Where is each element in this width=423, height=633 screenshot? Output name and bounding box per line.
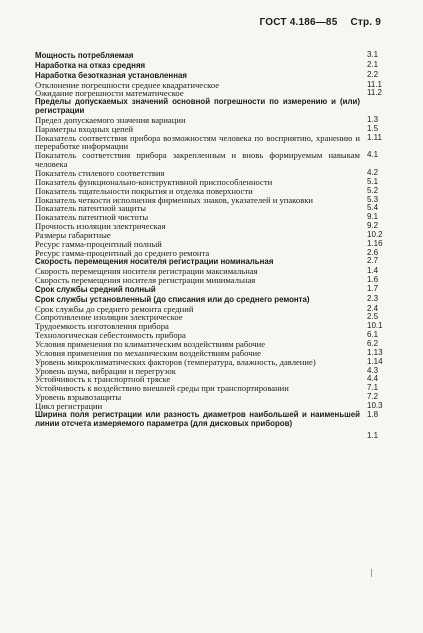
entry-title: Наработка на отказ средняя xyxy=(35,60,146,70)
entry-title: Показатель стилевого соответствия xyxy=(35,167,165,178)
margin-mark xyxy=(371,569,372,577)
index-list xyxy=(35,51,399,441)
entry-title: Показатель соответствия прибора возможностям человека по восприятию, хранению и переработке информации xyxy=(35,132,360,152)
entry-code: 7.1 xyxy=(367,383,379,393)
entry-title: Показатель функционально-конструктивной приспособленности xyxy=(35,176,273,187)
entry-code: 9.2 xyxy=(367,221,379,231)
entry-title: Размеры габаритные xyxy=(35,229,111,240)
entry-code: 1.11 xyxy=(367,132,382,142)
entry-title: Отклонение погрешности среднее квадратическое xyxy=(35,79,220,90)
entry-title: Уровень шума, вибрации и перегрузок xyxy=(35,365,176,376)
index-entry xyxy=(35,432,399,441)
entry-code: 9.1 xyxy=(367,212,379,222)
entry-title: Показатель четкости исполнения фирменных знаков, указателей и упаковки xyxy=(35,194,314,205)
index-entry xyxy=(35,134,399,152)
index-entry xyxy=(35,151,399,169)
entry-code: 1.4 xyxy=(367,266,379,276)
entry-title: Скорость перемещения носителя регистрации максимальная xyxy=(35,266,258,277)
entry-code: 6.2 xyxy=(367,339,379,348)
entry-code: 5.4 xyxy=(367,203,379,213)
index-entry xyxy=(35,51,399,61)
entry-code: 1.7 xyxy=(367,283,379,293)
entry-code: 5.3 xyxy=(367,194,379,204)
entry-code: 5.1 xyxy=(367,176,379,186)
entry-code: 1.6 xyxy=(367,275,379,285)
entry-code: 1.16 xyxy=(367,238,383,248)
entry-code: 3.1 xyxy=(367,50,379,59)
entry-title: Скорость перемещения носителя регистрации номинальная xyxy=(35,257,274,267)
entry-title: Сопротивление изоляции электрическое xyxy=(35,312,183,323)
entry-title: Скорость перемещения носителя регистрации минимальная xyxy=(35,275,256,286)
entry-title: Прочность изоляции электрическая xyxy=(35,221,166,232)
entry-code: 1.8 xyxy=(367,409,379,419)
entry-title: Условия применения по механическим воздействиям рабочие xyxy=(35,347,261,358)
entry-code: 2.3 xyxy=(367,293,379,303)
index-entry xyxy=(35,285,399,295)
entry-title: Уровень микроклиматических факторов (температура, влажность, давление) xyxy=(35,356,316,367)
gost-number: ГОСТ 4.186—85 xyxy=(259,17,338,28)
entry-title: Технологическая себестоимость прибора xyxy=(35,330,186,341)
entry-code: 10.1 xyxy=(367,321,383,331)
entry-title: Условия применения по климатическим воздействиям рабочие xyxy=(35,339,266,349)
entry-code: 11.2 xyxy=(367,88,382,98)
entry-code: 4.1 xyxy=(367,150,379,160)
entry-code: 11.1 xyxy=(367,79,382,89)
entry-code: 1.5 xyxy=(367,123,379,133)
entry-code: 1.13 xyxy=(367,347,383,357)
entry-code: 6.1 xyxy=(367,330,379,340)
entry-title: Наработка безотказная установленная xyxy=(35,70,187,80)
entry-code: 4.2 xyxy=(367,167,379,177)
page-header xyxy=(260,17,381,28)
entry-code: 7.2 xyxy=(367,392,379,402)
entry-title: Цикл регистрации xyxy=(35,400,103,411)
entry-code: 4.3 xyxy=(367,365,379,375)
entry-code: 5.2 xyxy=(367,185,379,195)
entry-code: 10.2 xyxy=(367,229,383,239)
entry-title: Ресурс гамма-процентный полный xyxy=(35,238,162,249)
entry-code: 2.7 xyxy=(367,256,379,266)
index-entry xyxy=(35,98,399,116)
entry-title: Показатель патентной чистоты xyxy=(35,212,149,223)
index-entry xyxy=(35,411,399,429)
entry-title: Показатель соответствия прибора закрепленным и вновь формируемым навыкам человека xyxy=(35,150,360,170)
entry-title: Показатель патентной защиты xyxy=(35,203,146,214)
entry-title: Пределы допускаемых значений основной погрешности по измерению и (или) регистрации xyxy=(35,97,360,116)
entry-title: Уровень взрывозащиты xyxy=(35,392,122,403)
entry-code: 1.3 xyxy=(367,114,379,124)
entry-code: 1.14 xyxy=(367,356,383,366)
entry-code: 2.1 xyxy=(367,59,379,69)
entry-code: 10.3 xyxy=(367,400,383,410)
entry-code: 4.4 xyxy=(367,374,379,384)
page-number: Стр. 9 xyxy=(350,17,381,28)
entry-title: Трудоемкость изготовления прибора xyxy=(35,321,169,332)
index-entry xyxy=(35,249,399,258)
entry-code: 2.2 xyxy=(367,69,379,79)
entry-title: Срок службы средний полный xyxy=(35,284,156,294)
entry-code: 1.1 xyxy=(367,431,379,441)
entry-title: Параметры входных цепей xyxy=(35,123,134,134)
index-entry xyxy=(35,61,399,71)
entry-title: Устойчивость к транспортной тряске xyxy=(35,374,171,385)
entry-title: Устойчивость к воздействию внешней среды при транспортировании xyxy=(35,383,289,394)
entry-title: Ресурс гамма-процентный до среднего ремонта xyxy=(35,247,210,258)
entry-title: Срок службы до среднего ремонта средний xyxy=(35,303,194,314)
entry-title: Ширина поля регистрации или разность диаметров наибольшей и наименьшей линии отсчета измеряемого параметра (для дисковых приборов) xyxy=(35,409,360,428)
entry-title: Ожидание погрешности математическое xyxy=(35,88,184,99)
index-entry xyxy=(35,276,399,285)
entry-code: 2.6 xyxy=(367,247,379,257)
entry-title: Показатель тщательности покрытия и отделка поверхности xyxy=(35,185,253,196)
entry-title: Предел допускаемого значения вариации xyxy=(35,114,186,125)
entry-code: 2.4 xyxy=(367,303,379,313)
entry-code: 2.5 xyxy=(367,312,379,322)
entry-title: Мощность потребляемая xyxy=(35,51,134,60)
entry-title: Срок службы установленный (до списания или до среднего ремонта) xyxy=(35,294,310,304)
